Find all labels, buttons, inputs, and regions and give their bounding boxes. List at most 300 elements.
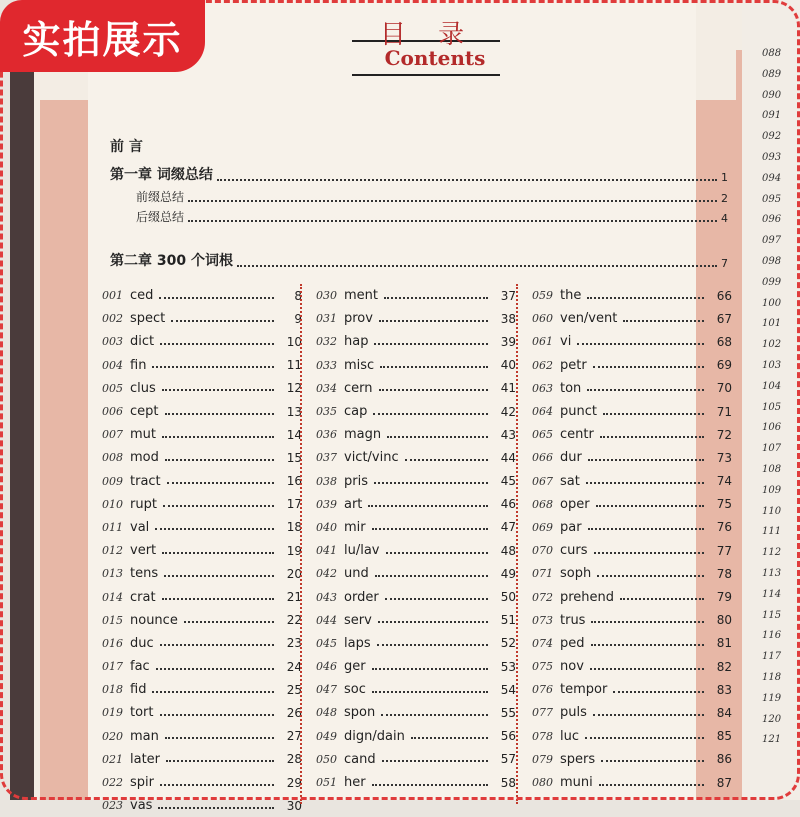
entry-page: 47 [500, 520, 516, 535]
leader-dots [374, 482, 488, 484]
toc-entry [316, 655, 516, 678]
entry-number: 032 [316, 335, 337, 349]
entry-root: centr [560, 427, 594, 443]
toc-entry [316, 632, 516, 655]
entry-number: 040 [316, 520, 337, 534]
leader-dots [160, 714, 275, 716]
entry-root: prehend [560, 589, 615, 605]
leader-dots [613, 691, 704, 693]
entry-root: mod [130, 450, 159, 466]
entry-page: 13 [286, 404, 302, 419]
entry-number: 068 [532, 497, 553, 511]
next-page-number: 095 [762, 193, 782, 205]
entry-number: 015 [102, 613, 123, 627]
toc-entry [532, 493, 732, 516]
next-page-number: 114 [762, 588, 782, 600]
leader-dots [162, 552, 274, 554]
entry-root: par [560, 519, 582, 535]
toc-entry [316, 516, 516, 539]
leader-dots [155, 528, 274, 530]
toc-entry [102, 330, 302, 353]
entry-root: tempor [560, 682, 608, 698]
front-entry-label: 前缀总结 [136, 190, 185, 204]
entry-number: 080 [532, 776, 553, 790]
next-page-number: 111 [762, 526, 782, 538]
entry-number: 064 [532, 405, 553, 419]
leader-dots [372, 784, 488, 786]
toc-entry [532, 354, 732, 377]
entry-page: 79 [716, 590, 732, 605]
entry-number: 046 [316, 660, 337, 674]
leader-dots [164, 575, 274, 577]
leader-dots [590, 668, 704, 670]
next-page-number: 090 [762, 89, 782, 101]
entry-page: 30 [286, 798, 302, 813]
entry-root: man [130, 728, 159, 744]
entry-number: 070 [532, 544, 553, 558]
toc-entry [532, 284, 732, 307]
leader-dots [171, 320, 274, 322]
entry-page: 85 [716, 729, 732, 744]
entry-page: 81 [716, 636, 732, 651]
toc-entry [316, 701, 516, 724]
entry-root: tens [130, 566, 159, 582]
leader-dots [585, 737, 704, 739]
entry-number: 013 [102, 567, 123, 581]
entry-number: 005 [102, 381, 123, 395]
toc-entry [102, 678, 302, 701]
entry-root: vert [130, 543, 157, 559]
entry-root: petr [560, 357, 587, 373]
leader-dots [384, 297, 488, 299]
toc-entry [532, 377, 732, 400]
entry-page: 75 [716, 497, 732, 512]
leader-dots [162, 436, 274, 438]
leader-dots [163, 505, 274, 507]
leader-dots [158, 807, 274, 809]
toc-entry [532, 725, 732, 748]
toc-entry [102, 748, 302, 771]
next-page-number: 101 [762, 318, 782, 330]
leader-dots [378, 621, 488, 623]
entry-root: soc [344, 682, 366, 698]
toc-entry [102, 307, 302, 330]
entry-page: 70 [716, 381, 732, 396]
entry-page: 56 [500, 729, 516, 744]
entry-root: nounce [130, 612, 178, 628]
entry-root: ment [344, 288, 378, 304]
leader-dots [372, 668, 488, 670]
entry-page: 57 [500, 752, 516, 767]
entry-root: tort [130, 705, 154, 721]
leader-dots [184, 621, 274, 623]
toc-entry [532, 632, 732, 655]
entry-page: 42 [500, 404, 516, 419]
next-page-number: 098 [762, 256, 782, 267]
entry-number: 002 [102, 312, 123, 326]
entry-root: und [344, 566, 369, 582]
entry-page: 12 [286, 381, 302, 396]
entry-page: 73 [716, 450, 732, 465]
entry-root: spon [344, 705, 376, 721]
leader-dots [587, 297, 704, 299]
entry-number: 062 [532, 358, 553, 372]
entry-number: 008 [102, 451, 123, 465]
entry-number: 011 [102, 520, 123, 534]
toc-entry [316, 307, 516, 330]
toc-entry [532, 470, 732, 493]
entry-number: 066 [532, 451, 553, 465]
toc-column-2 [316, 284, 516, 794]
next-page-number: 105 [762, 401, 782, 413]
entry-page: 11 [286, 358, 302, 373]
entry-page: 78 [716, 566, 732, 581]
leader-dots [405, 459, 488, 461]
leader-dots [588, 459, 704, 461]
entry-root: spect [130, 311, 166, 327]
toc-entry [316, 284, 516, 307]
leader-dots [587, 389, 704, 391]
toc-entry [102, 701, 302, 724]
entry-root: ced [130, 288, 154, 304]
toc-entry [102, 377, 302, 400]
entry-page: 16 [286, 474, 302, 489]
toc-entry [532, 307, 732, 330]
entry-page: 37 [500, 288, 516, 303]
entry-root: val [130, 519, 150, 535]
leader-dots [368, 505, 488, 507]
toc-entry [316, 400, 516, 423]
entry-number: 017 [102, 660, 123, 674]
entry-number: 023 [102, 799, 123, 813]
toc-entry [102, 771, 302, 794]
entry-root: dign/dain [344, 728, 405, 744]
leader-dots [152, 366, 274, 368]
entry-number: 077 [532, 706, 553, 720]
toc-entry [102, 423, 302, 446]
toc-entry [102, 284, 302, 307]
leader-dots [165, 737, 274, 739]
column-divider [300, 284, 302, 804]
entry-root: spir [130, 775, 154, 791]
entry-root: cap [344, 404, 368, 420]
entry-root: luc [560, 728, 579, 744]
leader-dots [386, 552, 488, 554]
leader-dots [385, 598, 488, 600]
front-entry [110, 250, 728, 270]
leader-dots [594, 552, 704, 554]
entry-page: 50 [500, 590, 516, 605]
entry-root: cept [130, 404, 159, 420]
entry-page: 46 [500, 497, 516, 512]
entry-root: clus [130, 380, 156, 396]
entry-root: puls [560, 705, 587, 721]
next-page-number: 108 [762, 464, 782, 475]
entry-root: fin [130, 357, 147, 373]
entry-number: 075 [532, 660, 553, 674]
entry-number: 043 [316, 590, 337, 604]
leader-dots [377, 644, 488, 646]
entry-number: 004 [102, 358, 123, 372]
entry-page: 48 [500, 543, 516, 558]
leader-dots [586, 482, 704, 484]
entry-number: 019 [102, 706, 123, 720]
entry-number: 018 [102, 683, 123, 697]
leader-dots [372, 528, 488, 530]
entry-root: vas [130, 798, 153, 814]
leader-dots [162, 389, 274, 391]
entry-root: fid [130, 682, 147, 698]
entry-number: 010 [102, 497, 123, 511]
next-page-number: 116 [762, 630, 782, 642]
next-page-number: 117 [762, 651, 782, 663]
entry-page: 74 [716, 474, 732, 489]
leader-dots [160, 343, 274, 345]
entry-root: serv [344, 612, 372, 628]
entry-number: 060 [532, 312, 553, 326]
toc-entry [316, 771, 516, 794]
entry-page: 27 [286, 729, 302, 744]
entry-page: 53 [500, 659, 516, 674]
entry-number: 045 [316, 636, 337, 650]
leader-dots [165, 413, 275, 415]
leader-dots [379, 320, 488, 322]
entry-page: 22 [286, 613, 302, 628]
front-entry-page: 2 [721, 192, 728, 205]
next-page-number: 121 [762, 734, 782, 746]
entry-page: 25 [286, 682, 302, 697]
entry-number: 022 [102, 776, 123, 790]
toc-entry [532, 585, 732, 608]
entry-number: 074 [532, 636, 553, 650]
entry-page: 83 [716, 682, 732, 697]
entry-root: art [344, 496, 363, 512]
entry-root: lu/lav [344, 543, 380, 559]
leader-dots [159, 297, 274, 299]
toc-entry [316, 585, 516, 608]
toc-entry [102, 539, 302, 562]
entry-number: 073 [532, 613, 553, 627]
leader-dots [373, 413, 488, 415]
entry-page: 38 [500, 311, 516, 326]
toc-entry [316, 678, 516, 701]
column-divider [516, 284, 518, 804]
entry-page: 43 [500, 427, 516, 442]
leader-dots [372, 691, 488, 693]
entry-number: 039 [316, 497, 337, 511]
entry-page: 23 [286, 636, 302, 651]
entry-page: 66 [716, 288, 732, 303]
entry-number: 037 [316, 451, 337, 465]
leader-dots [381, 714, 488, 716]
entry-number: 014 [102, 590, 123, 604]
entry-number: 061 [532, 335, 553, 349]
entry-number: 042 [316, 567, 337, 581]
entry-number: 031 [316, 312, 337, 326]
entry-root: cern [344, 380, 373, 396]
entry-number: 050 [316, 752, 337, 766]
toc-entry [316, 354, 516, 377]
entry-page: 21 [286, 590, 302, 605]
entry-number: 021 [102, 752, 123, 766]
toc-entry [316, 609, 516, 632]
entry-root: dict [130, 334, 155, 350]
entry-root: crat [130, 589, 156, 605]
leader-dots [596, 505, 704, 507]
entry-root: mir [344, 519, 366, 535]
next-page-number: 093 [762, 152, 782, 163]
next-page-number: 119 [762, 692, 782, 704]
leader-dots [591, 644, 704, 646]
entry-root: dur [560, 450, 582, 466]
entry-number: 001 [102, 289, 123, 303]
entry-root: mut [130, 427, 156, 443]
entry-page: 54 [500, 682, 516, 697]
next-page-number: 099 [762, 276, 782, 288]
entry-number: 007 [102, 428, 123, 442]
leader-dots [591, 621, 704, 623]
next-page-number: 113 [762, 568, 782, 579]
leader-dots [593, 366, 704, 368]
entry-number: 009 [102, 474, 123, 488]
entry-root: tract [130, 473, 161, 489]
entry-root: soph [560, 566, 592, 582]
leader-dots [620, 598, 704, 600]
toc-entry [102, 446, 302, 469]
entry-number: 059 [532, 289, 553, 303]
front-entry-label: 第一章 词缀总结 [110, 167, 213, 183]
entry-root: vict/vinc [344, 450, 399, 466]
entry-page: 72 [716, 427, 732, 442]
next-page-number: 109 [762, 484, 782, 496]
entry-number: 076 [532, 683, 553, 697]
entry-number: 071 [532, 567, 553, 581]
leader-dots [375, 575, 488, 577]
next-page-number: 088 [762, 48, 782, 59]
toc-entry [316, 539, 516, 562]
next-page-number: 120 [762, 713, 782, 725]
toc-entry [316, 446, 516, 469]
toc-entry [532, 701, 732, 724]
entry-root: muni [560, 775, 593, 791]
toc-entry [316, 377, 516, 400]
leader-dots [380, 366, 488, 368]
toc-entry [532, 678, 732, 701]
entry-page: 44 [500, 450, 516, 465]
entry-root: rupt [130, 496, 157, 512]
front-entry [136, 208, 728, 225]
leader-dots [237, 265, 717, 267]
entry-root: punct [560, 404, 597, 420]
toc-title-en: Contents [384, 46, 486, 70]
entry-number: 078 [532, 729, 553, 743]
entry-number: 051 [316, 776, 337, 790]
entry-number: 063 [532, 381, 553, 395]
toc-entry [532, 539, 732, 562]
toc-entry [532, 423, 732, 446]
next-page-strip [742, 0, 800, 800]
entry-page: 76 [716, 520, 732, 535]
leader-dots [152, 691, 274, 693]
entry-page: 80 [716, 613, 732, 628]
next-page-number: 103 [762, 360, 782, 371]
toc-entry [532, 330, 732, 353]
toc-entry [532, 400, 732, 423]
next-page-number: 102 [762, 339, 782, 351]
entry-page: 19 [286, 543, 302, 558]
entry-page: 69 [716, 358, 732, 373]
entry-page: 55 [500, 705, 516, 720]
entry-number: 006 [102, 405, 123, 419]
entry-page: 67 [716, 311, 732, 326]
next-page-number: 107 [762, 443, 782, 455]
entry-page: 26 [286, 705, 302, 720]
next-page-number: 106 [762, 422, 782, 434]
toc-entry [102, 470, 302, 493]
entry-root: ped [560, 635, 585, 651]
next-page-number: 096 [762, 214, 782, 226]
entry-root: cand [344, 751, 376, 767]
entry-number: 036 [316, 428, 337, 442]
entry-page: 87 [716, 775, 732, 790]
entry-root: sat [560, 473, 580, 489]
entry-number: 047 [316, 683, 337, 697]
leader-dots [188, 200, 717, 202]
next-page-number: 100 [762, 297, 782, 309]
entry-number: 033 [316, 358, 337, 372]
photo-badge: 实拍展示 [0, 0, 205, 72]
toc-entry [532, 562, 732, 585]
entry-page: 9 [294, 311, 302, 326]
entry-number: 065 [532, 428, 553, 442]
entry-page: 52 [500, 636, 516, 651]
toc-entry [532, 446, 732, 469]
leader-dots [165, 459, 274, 461]
entry-page: 86 [716, 752, 732, 767]
entry-number: 030 [316, 289, 337, 303]
front-entry-label: 后缀总结 [136, 210, 185, 224]
next-page-number: 118 [762, 672, 782, 683]
entry-page: 51 [500, 613, 516, 628]
toc-column-3 [532, 284, 732, 794]
leader-dots [387, 436, 488, 438]
entry-root: nov [560, 659, 584, 675]
entry-page: 8 [294, 288, 302, 303]
leader-dots [623, 320, 704, 322]
next-page-number: 112 [762, 547, 782, 559]
entry-page: 82 [716, 659, 732, 674]
entry-page: 84 [716, 705, 732, 720]
leader-dots [162, 598, 274, 600]
entry-page: 40 [500, 358, 516, 373]
leader-dots [374, 343, 488, 345]
toc-entry [102, 655, 302, 678]
toc-entry [316, 562, 516, 585]
entry-number: 041 [316, 544, 337, 558]
entry-page: 28 [286, 752, 302, 767]
entry-page: 49 [500, 566, 516, 581]
next-page-number: 110 [762, 505, 782, 517]
entry-page: 15 [286, 450, 302, 465]
entry-page: 18 [286, 520, 302, 535]
leader-dots [160, 784, 274, 786]
entry-number: 016 [102, 636, 123, 650]
next-page-number: 115 [762, 609, 782, 621]
leader-dots [156, 668, 274, 670]
entry-number: 003 [102, 335, 123, 349]
entry-page: 10 [286, 334, 302, 349]
entry-page: 24 [286, 659, 302, 674]
